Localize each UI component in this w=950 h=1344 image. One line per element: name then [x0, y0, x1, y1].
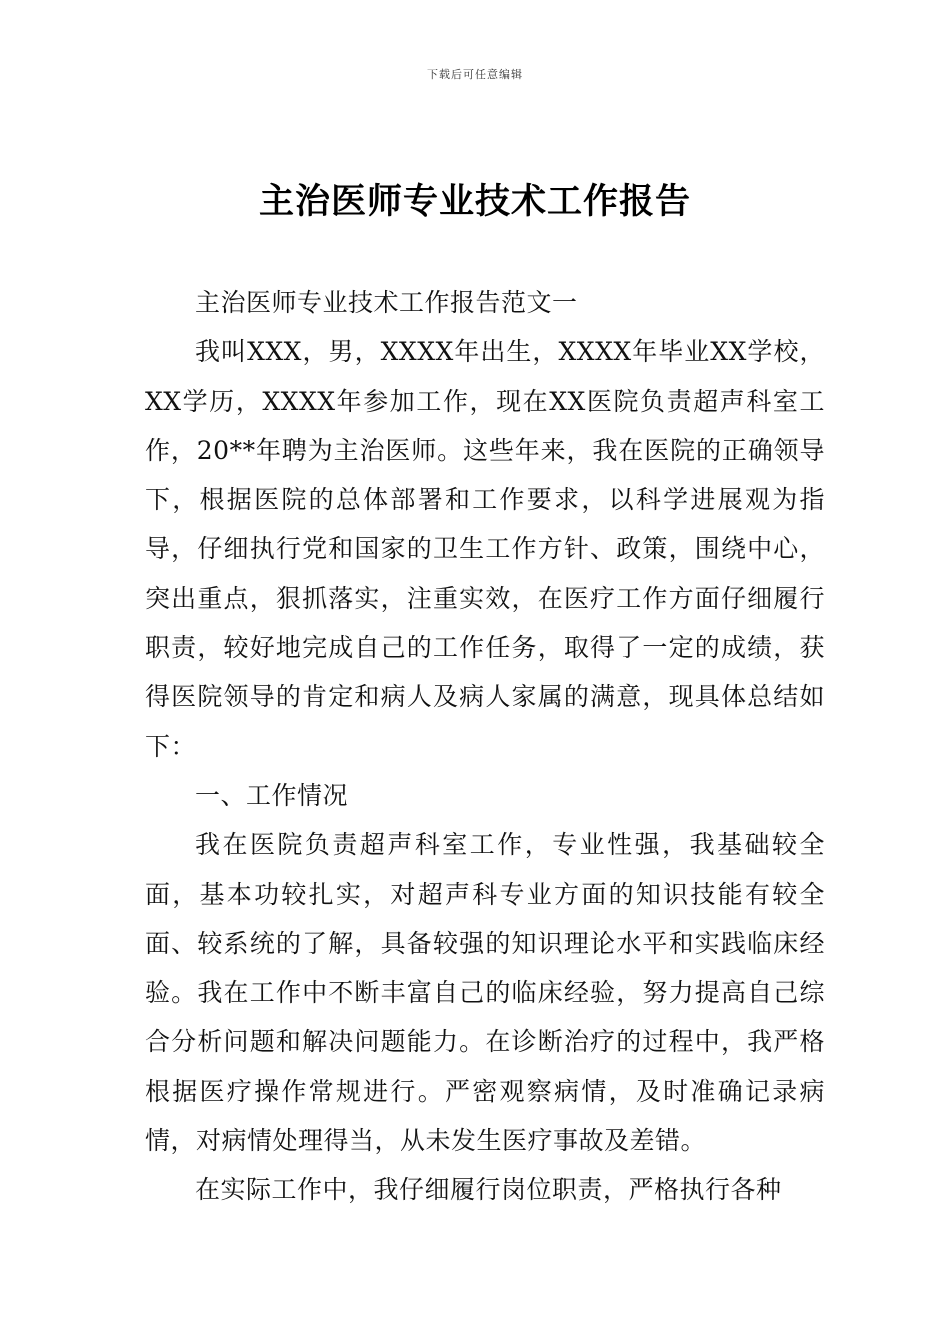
paragraph-work: 我在医院负责超声科室工作，专业性强，我基础较全面，基本功较扎实，对超声科专业方面的知识技能有较全面、较系统的了解，具备较强的知识理论水平和实践临床经验。我在工作中不断丰富自己的临床经验，努力提高自己综合分析问题和解决问题能力。在诊断治疗的过程中，我严格根据医疗操作常规进行。严密观察病情，及时准确记录病情，对病情处理得当，从未发生医疗事故及差错。 — [145, 830, 825, 1156]
section-subtitle: 主治医师专业技术工作报告范文一 — [195, 288, 578, 317]
paragraph-practice: 在实际工作中，我仔细履行岗位职责，严格执行各种 — [195, 1175, 782, 1205]
header-note: 下载后可任意编辑 — [427, 68, 523, 81]
document-title: 主治医师专业技术工作报告 — [258, 182, 691, 222]
document-body — [145, 278, 825, 1215]
paragraph-intro: 我叫XXX，男，XXXX年出生，XXXX年毕业XX学校，XX学历，XXXX年参加工作，现在XX医院负责超声科室工作，20**年聘为主治医师。这些年来，我在医院的正确领导下，根据医院的总体部署和工作要求，以科学进展观为指导，仔细执行党和国家的卫生工作方针、政策，围绕中心，突出重点，狠抓落实，注重实效，在医疗工作方面仔细履行职责，较好地完成自己的工作任务，取得了一定的成绩，获得医院领导的肯定和病人及病人家属的满意，现具体总结如下： — [145, 337, 825, 761]
section-heading-work: 一、工作情况 — [195, 780, 349, 810]
